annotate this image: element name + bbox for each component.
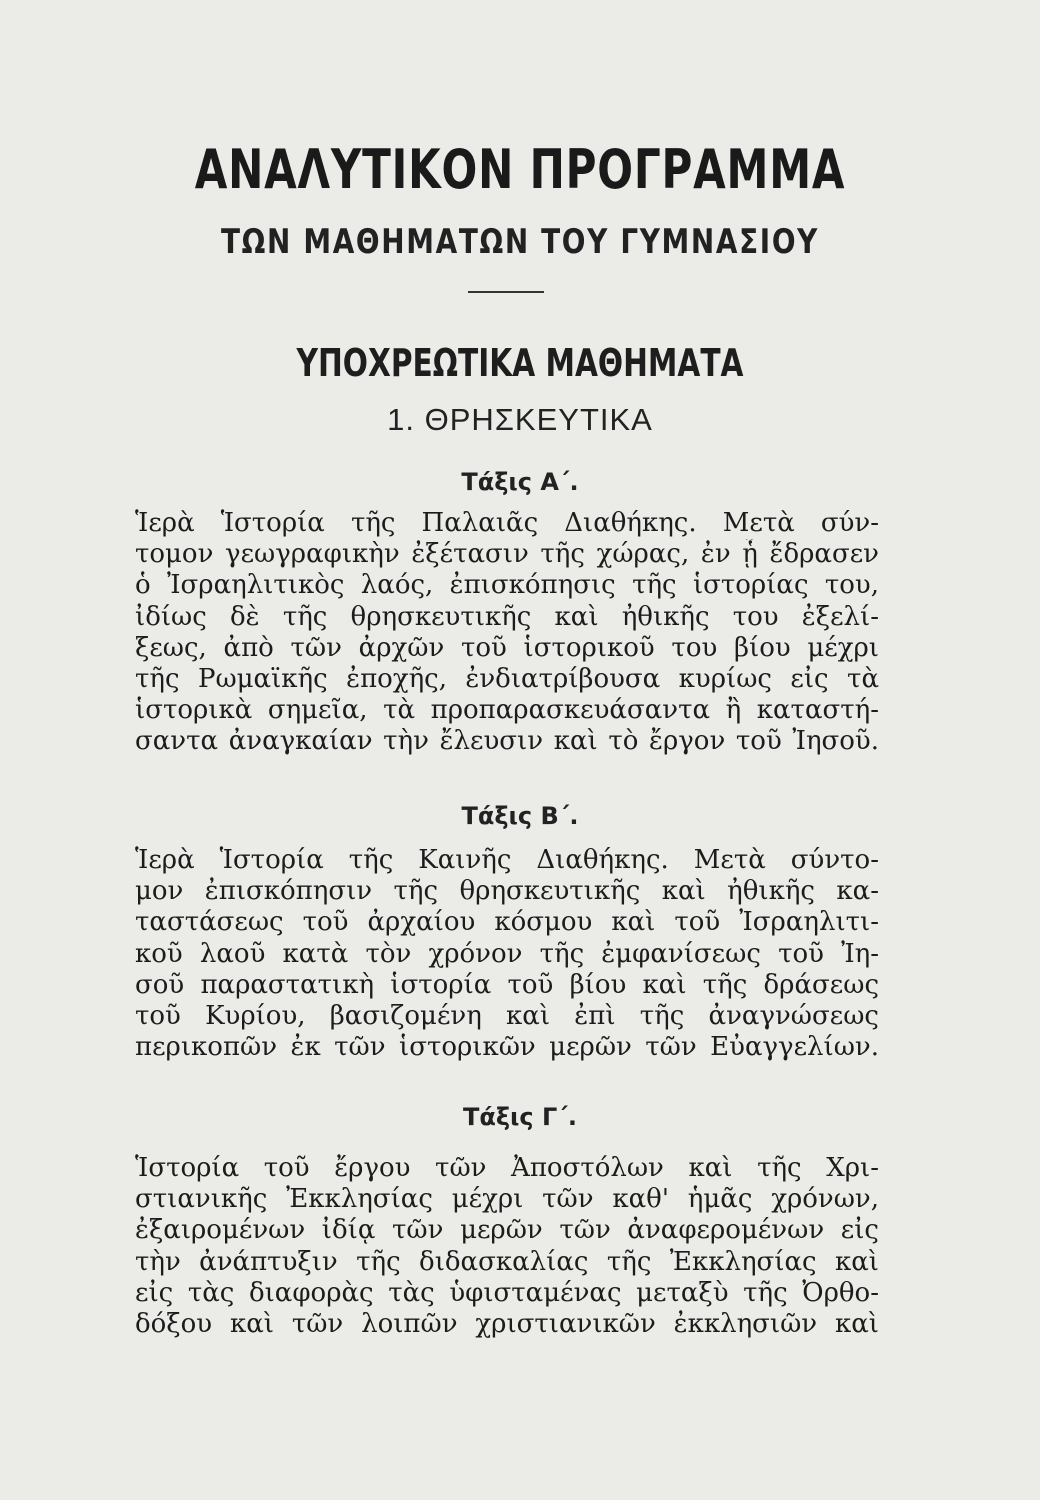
title-divider	[468, 291, 544, 293]
paragraph-line: ἱστορικὰ σημεῖα, τὰ προπαρασκευάσαντα ἢ καταστή-	[135, 695, 879, 726]
paragraph-line: ἐξαιρομένων ἰδίᾳ τῶν μερῶν τῶν ἀναφερομένων εἰς	[135, 1215, 879, 1246]
class-b-paragraph	[135, 845, 879, 1063]
paragraph-line: τὴν ἀνάπτυξιν τῆς διδασκαλίας τῆς Ἐκκλησίας καὶ	[135, 1246, 879, 1277]
class-a-heading: Τάξις Α΄.	[461, 468, 579, 496]
paragraph-line: σαντα ἀναγκαίαν τὴν ἔλευσιν καὶ τὸ ἔργον τοῦ Ἰησοῦ.	[135, 726, 879, 757]
paragraph-line: περικοπῶν ἐκ τῶν ἱστορικῶν μερῶν τῶν Εὐαγγελίων.	[135, 1032, 879, 1063]
paragraph-line: μον ἐπισκόπησιν τῆς θρησκευτικῆς καὶ ἠθικῆς κα-	[135, 876, 879, 907]
paragraph-line: στιανικῆς Ἐκκλησίας μέχρι τῶν καθ' ἡμᾶς χρόνων,	[135, 1184, 879, 1215]
paragraph-line: ἰδίως δὲ τῆς θρησκευτικῆς καὶ ἠθικῆς του ἐξελί-	[135, 601, 879, 632]
paragraph-line: Ἱερὰ Ἱστορία τῆς Παλαιᾶς Διαθήκης. Μετὰ σύν-	[135, 508, 879, 538]
paragraph-line: κοῦ λαοῦ κατὰ τὸν χρόνον τῆς ἐμφανίσεως τοῦ Ἰη-	[135, 938, 879, 969]
paragraph-line: Ἱερὰ Ἱστορία τῆς Καινῆς Διαθήκης. Μετὰ σύντο-	[135, 845, 879, 875]
paragraph-line: Ἱστορία τοῦ ἔργου τῶν Ἀποστόλων καὶ τῆς Χρι-	[135, 1153, 879, 1183]
class-c-heading: Τάξις Γ΄.	[463, 1103, 577, 1131]
page-title: ΑΝΑΛΥΤΙΚΟΝ ΠΡΟΓΡΑΜΜΑ	[194, 138, 846, 201]
paragraph-line: σοῦ παραστατικὴ ἱστορία τοῦ βίου καὶ τῆς δράσεως	[135, 969, 879, 1000]
paragraph-line: ξεως, ἀπὸ τῶν ἀρχῶν τοῦ ἱστορικοῦ του βίου μέχρι	[135, 632, 879, 663]
page-subtitle: ΤΩΝ ΜΑΘΗΜΑΤΩΝ ΤΟΥ ΓΥΜΝΑΣΙΟΥ	[220, 222, 820, 262]
paragraph-line: ὁ Ἰσραηλιτικὸς λαός, ἐπισκόπησις τῆς ἱστορίας του,	[135, 570, 879, 601]
class-a-paragraph	[135, 508, 879, 758]
class-b-heading: Τάξις Β΄.	[461, 802, 579, 830]
paragraph-line: δόξου καὶ τῶν λοιπῶν χριστιανικῶν ἐκκλησιῶν καὶ	[135, 1308, 879, 1339]
paragraph-line: τομον γεωγραφικὴν ἐξέτασιν τῆς χώρας, ἐν ᾗ ἔδρασεν	[135, 539, 879, 570]
paragraph-line: εἰς τὰς διαφορὰς τὰς ὑφισταμένας μεταξὺ τῆς Ὀρθο-	[135, 1277, 879, 1308]
paragraph-line: τῆς Ρωμαϊκῆς ἐποχῆς, ἐνδιατρίβουσα κυρίως εἰς τὰ	[135, 663, 879, 694]
section-title: ΥΠΟΧΡΕΩΤΙΚΑ ΜΑΘΗΜΑΤΑ	[296, 341, 744, 385]
paragraph-line: ταστάσεως τοῦ ἀρχαίου κόσμου καὶ τοῦ Ἰσραηλιτι-	[135, 907, 879, 938]
subject-title: 1. ΘΡΗΣΚΕΥΤΙΚΑ	[387, 402, 653, 437]
paragraph-line: τοῦ Κυρίου, βασιζομένη καὶ ἐπὶ τῆς ἀναγνώσεως	[135, 1000, 879, 1031]
class-c-paragraph	[135, 1153, 879, 1340]
